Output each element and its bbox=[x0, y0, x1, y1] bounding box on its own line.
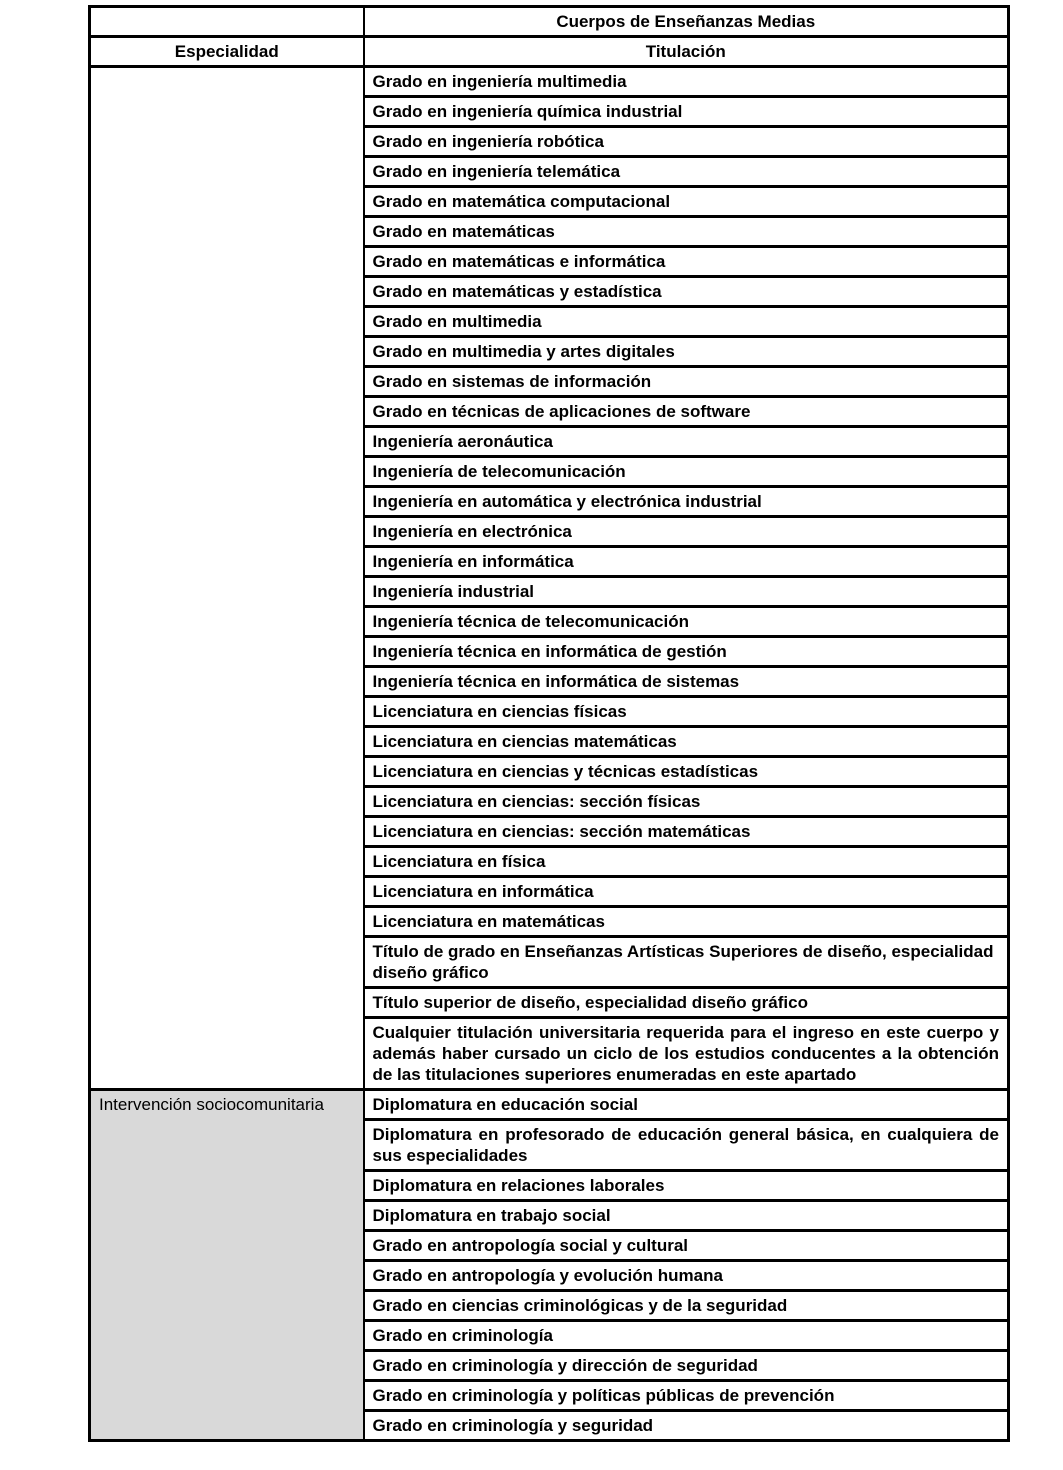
titulacion-cell: Licenciatura en informática bbox=[364, 877, 1009, 907]
titulacion-cell: Grado en matemáticas bbox=[364, 217, 1009, 247]
titulacion-cell: Diplomatura en relaciones laborales bbox=[364, 1171, 1009, 1201]
titulacion-cell: Ingeniería industrial bbox=[364, 577, 1009, 607]
titulacion-cell: Grado en multimedia y artes digitales bbox=[364, 337, 1009, 367]
especialidad-cell bbox=[90, 67, 364, 1090]
titulacion-cell: Grado en antropología y evolución humana bbox=[364, 1261, 1009, 1291]
titulacion-cell: Grado en ingeniería telemática bbox=[364, 157, 1009, 187]
titulacion-cell: Título superior de diseño, especialidad diseño gráfico bbox=[364, 988, 1009, 1018]
titulacion-cell: Grado en ingeniería multimedia bbox=[364, 67, 1009, 97]
titulacion-cell: Grado en multimedia bbox=[364, 307, 1009, 337]
titulacion-cell: Diplomatura en trabajo social bbox=[364, 1201, 1009, 1231]
titulacion-cell: Licenciatura en ciencias físicas bbox=[364, 697, 1009, 727]
titulacion-cell: Ingeniería técnica en informática de sistemas bbox=[364, 667, 1009, 697]
titulacion-cell: Licenciatura en ciencias: sección físicas bbox=[364, 787, 1009, 817]
titulacion-cell: Grado en criminología y seguridad bbox=[364, 1411, 1009, 1441]
titulacion-cell: Grado en antropología social y cultural bbox=[364, 1231, 1009, 1261]
titulacion-cell: Licenciatura en física bbox=[364, 847, 1009, 877]
header-row-group bbox=[90, 7, 1009, 37]
header-row-columns bbox=[90, 37, 1009, 67]
table-row bbox=[90, 67, 1009, 97]
table-row bbox=[90, 1090, 1009, 1120]
titulacion-cell: Grado en técnicas de aplicaciones de software bbox=[364, 397, 1009, 427]
titulacion-cell: Grado en matemáticas e informática bbox=[364, 247, 1009, 277]
titulacion-cell: Ingeniería técnica en informática de gestión bbox=[364, 637, 1009, 667]
titulacion-cell: Diplomatura en educación social bbox=[364, 1090, 1009, 1120]
titulacion-cell: Ingeniería en automática y electrónica industrial bbox=[364, 487, 1009, 517]
titulacion-cell: Grado en ingeniería química industrial bbox=[364, 97, 1009, 127]
titulacion-cell: Ingeniería de telecomunicación bbox=[364, 457, 1009, 487]
titulacion-cell: Licenciatura en ciencias: sección matemáticas bbox=[364, 817, 1009, 847]
titulacion-cell: Grado en sistemas de información bbox=[364, 367, 1009, 397]
titulacion-cell: Ingeniería en electrónica bbox=[364, 517, 1009, 547]
especialidad-cell: Intervención sociocomunitaria bbox=[90, 1090, 364, 1441]
titulaciones-table bbox=[88, 5, 1010, 1442]
titulacion-cell: Título de grado en Enseñanzas Artísticas Superiores de diseño, especialidad diseño gráfico bbox=[364, 937, 1009, 988]
titulacion-cell: Licenciatura en ciencias y técnicas estadísticas bbox=[364, 757, 1009, 787]
titulacion-cell: Ingeniería en informática bbox=[364, 547, 1009, 577]
group-title-cell: Cuerpos de Enseñanzas Medias bbox=[364, 7, 1009, 37]
titulacion-cell: Grado en matemáticas y estadística bbox=[364, 277, 1009, 307]
titulacion-cell: Licenciatura en matemáticas bbox=[364, 907, 1009, 937]
titulacion-cell: Grado en ciencias criminológicas y de la seguridad bbox=[364, 1291, 1009, 1321]
corner-cell bbox=[90, 7, 364, 37]
titulacion-header-cell: Titulación bbox=[364, 37, 1009, 67]
titulacion-cell: Cualquier titulación universitaria requerida para el ingreso en este cuerpo y además haber cursado un ciclo de los estudios conducentes a la obtención de las titulaciones superiores enumeradas en este apartado bbox=[364, 1018, 1009, 1090]
titulacion-cell: Licenciatura en ciencias matemáticas bbox=[364, 727, 1009, 757]
titulacion-cell: Grado en matemática computacional bbox=[364, 187, 1009, 217]
titulacion-cell: Grado en criminología y políticas públicas de prevención bbox=[364, 1381, 1009, 1411]
titulacion-cell: Grado en criminología y dirección de seguridad bbox=[364, 1351, 1009, 1381]
especialidad-header-cell: Especialidad bbox=[90, 37, 364, 67]
titulacion-cell: Diplomatura en profesorado de educación general básica, en cualquiera de sus especialidades bbox=[364, 1120, 1009, 1171]
titulacion-cell: Grado en criminología bbox=[364, 1321, 1009, 1351]
titulacion-cell: Ingeniería técnica de telecomunicación bbox=[364, 607, 1009, 637]
titulacion-cell: Ingeniería aeronáutica bbox=[364, 427, 1009, 457]
titulacion-cell: Grado en ingeniería robótica bbox=[364, 127, 1009, 157]
